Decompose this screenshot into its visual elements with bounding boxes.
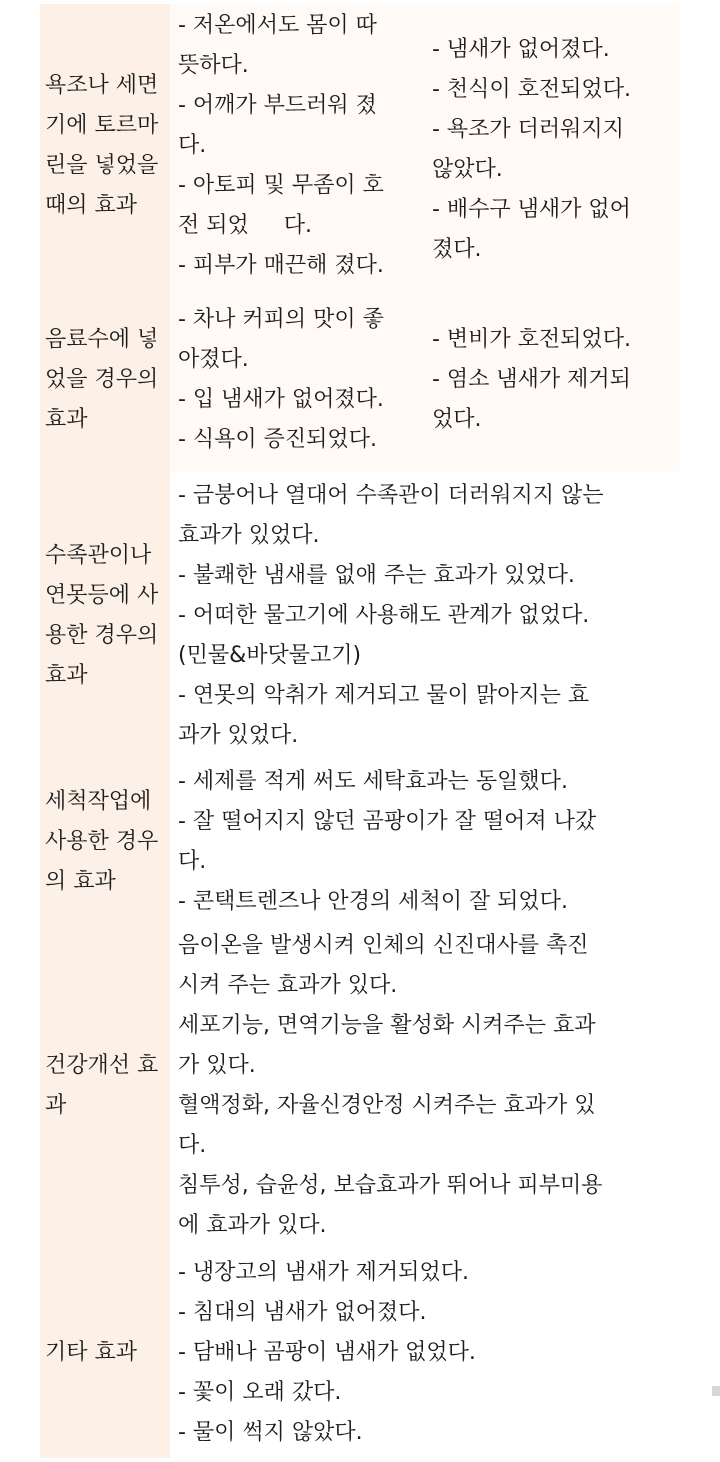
row-content-cell [170,4,680,288]
list-item: 효과가 있었다. [178,523,320,548]
list-item: 다. [178,1133,207,1158]
list-item: - 침대의 냄새가 없어졌다. [178,1300,427,1325]
list-item: - 염소 냄새가 제거되 [432,367,631,392]
effects-list [178,472,676,760]
list-item: - 물이 썩지 않았다. [178,1420,363,1445]
list-item: - 꽃이 오래 갔다. [178,1380,342,1405]
list-item: - 냄새가 없어졌다. [432,37,610,62]
row-content-cell [170,472,680,760]
table-row-health [40,924,680,1248]
list-item: 전 되었 다. [178,213,312,238]
list-item: - 불쾌한 냄새를 없애 주는 효과가 있었다. [178,563,575,588]
list-item: - 냉장고의 냄새가 제거되었다. [178,1260,469,1285]
list-item: (민물&바닷물고기) [178,643,362,668]
list-item: - 잘 떨어지지 않던 곰팡이가 잘 떨어져 나갔 [178,809,597,834]
list-item: - 연못의 악취가 제거되고 물이 맑아지는 효 [178,683,590,708]
scroll-indicator [712,1386,720,1396]
table-row-beverage [40,288,680,472]
row-content-cell [170,288,680,472]
list-item: 않았다. [432,157,503,182]
list-item: - 차나 커피의 맛이 좋 [178,307,384,332]
table-row-bath [40,4,680,288]
list-item: 에 효과가 있다. [178,1213,327,1238]
list-item: 세포기능, 면역기능을 활성화 시켜주는 효과 [178,1013,596,1038]
row-label: 수족관이나 연못등에 사용한 경우의 효과 [45,543,159,688]
row-label: 기타 효과 [45,1340,138,1365]
list-item: 침투성, 습윤성, 보습효과가 뛰어나 피부미용 [178,1173,603,1198]
list-item: - 피부가 매끈해 졌다. [178,253,384,278]
effects-table [40,4,680,1458]
row-label: 건강개선 효과 [45,1053,159,1118]
row-label-cell [40,1248,170,1458]
list-item: 혈액정화, 자율신경안정 시켜주는 효과가 있 [178,1093,596,1118]
list-item: 졌다. [432,237,482,262]
row-content-cell [170,1248,680,1458]
list-item: 뜻하다. [178,53,249,78]
list-item: 다. [178,849,207,874]
row-label-cell [40,472,170,760]
list-item: - 어깨가 부드러워 졌 [178,93,377,118]
effects-list-left [178,288,422,472]
list-item: - 담배나 곰팡이 냄새가 없었다. [178,1340,476,1365]
list-item: - 변비가 호전되었다. [432,327,631,352]
list-item: - 아토피 및 무좀이 호 [178,173,384,198]
list-item: - 어떠한 물고기에 사용해도 관계가 없었다. [178,603,590,628]
list-item: - 금붕어나 열대어 수족관이 더러워지지 않는 [178,483,604,508]
list-item: 시켜 주는 효과가 있다. [178,973,398,998]
effects-list-right [432,288,674,472]
effects-list [178,1248,676,1458]
list-item: - 천식이 호전되었다. [432,77,631,102]
row-content-cell [170,924,680,1248]
table-row-cleaning [40,760,680,924]
list-item: 음이온을 발생시켜 인체의 신진대사를 촉진 [178,933,589,958]
list-item: 과가 있었다. [178,723,299,748]
list-item: - 욕조가 더러워지지 [432,117,624,142]
list-item: - 콘택트렌즈나 안경의 세척이 잘 되었다. [178,889,568,914]
row-label-cell [40,924,170,1248]
effects-list-left [178,4,422,288]
effects-list [178,924,676,1248]
row-label: 욕조나 세면기에 토르마린을 넣었을 때의 효과 [45,73,159,218]
list-item: - 입 냄새가 없어졌다. [178,387,384,412]
list-item: 다. [178,133,207,158]
list-item: 가 있다. [178,1053,256,1078]
list-item: - 저온에서도 몸이 따 [178,13,377,38]
list-item: - 배수구 냄새가 없어 [432,197,631,222]
row-label-cell [40,4,170,288]
effects-list-right [432,4,674,288]
effects-list [178,760,676,924]
table-row-aquarium [40,472,680,760]
list-item: 었다. [432,407,482,432]
list-item: - 식욕이 증진되었다. [178,427,377,452]
row-label: 음료수에 넣었을 경우의 효과 [45,327,159,432]
row-content-cell [170,760,680,924]
row-label-cell [40,760,170,924]
row-label: 세척작업에 사용한 경우의 효과 [45,789,159,894]
list-item: 아졌다. [178,347,249,372]
list-item: - 세제를 적게 써도 세탁효과는 동일했다. [178,769,568,794]
row-label-cell [40,288,170,472]
table-row-other [40,1248,680,1458]
